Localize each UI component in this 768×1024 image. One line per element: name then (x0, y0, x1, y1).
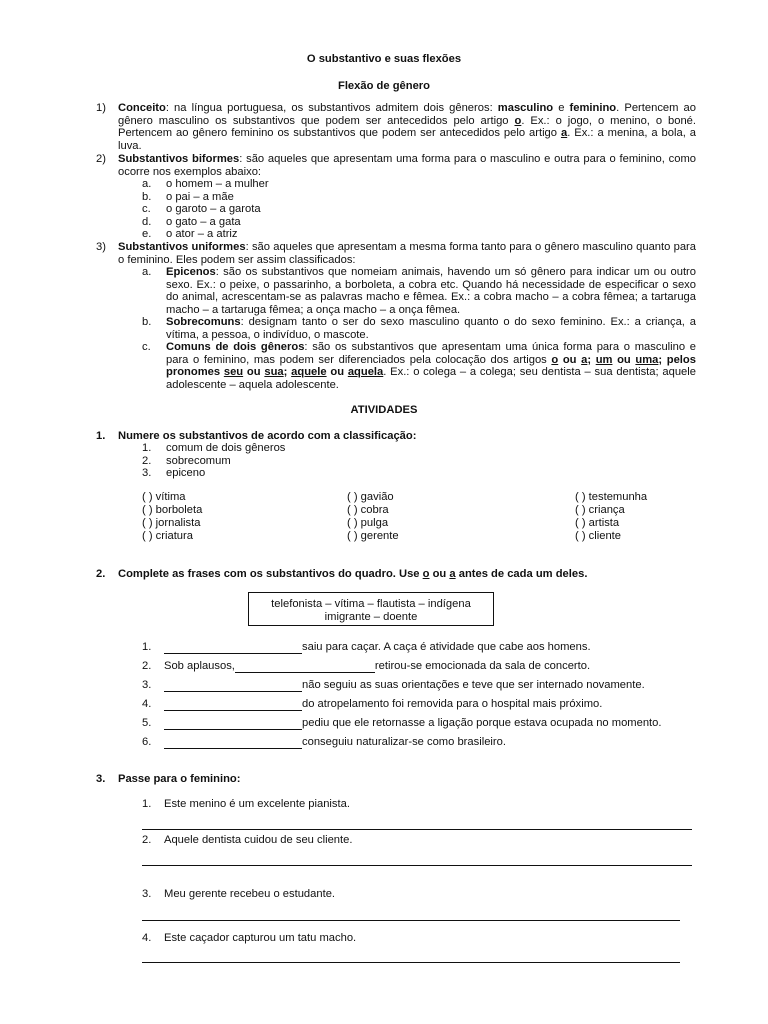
blank-input[interactable] (164, 718, 302, 730)
word-box-line: imigrante – doente (324, 610, 418, 623)
list-item: a. o homem – a mulher (142, 178, 269, 190)
item-number: 3) (96, 241, 106, 253)
check-item[interactable]: ( ) testemunha (575, 491, 648, 503)
number-list (142, 442, 442, 480)
blank-input[interactable] (164, 680, 302, 692)
check-item[interactable]: ( ) criatura (142, 530, 193, 542)
check-item[interactable]: ( ) artista (575, 517, 620, 529)
uniform-text: Substantivos uniformes: são aqueles que apresentam a mesma forma tanto para o gênero masculino quanto para o feminino. Eles podem ser assim classificados: (118, 241, 696, 266)
list-item: 1. comum de dois gêneros (142, 442, 286, 454)
concept-item (96, 102, 696, 152)
answer-line[interactable] (142, 865, 692, 866)
page-title: O substantivo e suas flexões (306, 53, 462, 65)
list-item-epicenos: a. Epicenos: são os substantivos que nomeiam animais, havendo um só gênero para indicar um ou outro sexo. Ex.: o peixe, o passarinho, a borboleta, a cobra etc. Quando há necessidade de especificar o sexo do animal, acrescentam-se as palavras macho e fêmea. Ex.: a cobra macho – a cobra fêmea; a tartaruga macho – a tartaruga fêmea; a onça macho – a onça fêmea. (142, 266, 696, 316)
subtype-list (142, 266, 696, 391)
check-item[interactable]: ( ) vítima (142, 491, 186, 503)
answer-line[interactable] (142, 829, 692, 830)
list-item: b. o pai – a mãe (142, 190, 234, 203)
list-item: d. o gato – a gata (142, 215, 241, 228)
sentence-row: 2. Sob aplausos, retirou-se emocionada da sala de concerto. (142, 660, 591, 672)
check-item[interactable]: ( ) cliente (575, 530, 622, 542)
list-item-sobrecomuns: b. Sobrecomuns: designam tanto o ser do sexo masculino quanto o do sexo feminino. Ex.: a criança, a vítima, a pessoa, o indivíduo, o mascote. (142, 316, 696, 341)
list-item: 2. sobrecomum (142, 454, 231, 467)
list-item: e. o ator – a atriz (142, 228, 238, 240)
activities-heading: ATIVIDADES (350, 404, 418, 416)
biform-text: Substantivos biformes: são aqueles que apresentam uma forma para o masculino e outra para o feminino, como ocorre nos exemplos abaixo: (118, 153, 696, 178)
list-item: c. o garoto – a garota (142, 203, 261, 215)
list-item-comuns: c. Comuns de dois gêneros: são os substantivos que apresentam uma única forma para o masculino e para o feminino, mas podem ser diferenciados pela colocação dos artigos o ou a; um ou uma; pelos pronomes seu ou sua; aquele ou aquela. Ex.: o colega – a colega; seu dentista – sua dentista; aquele adolescente – aquela adolescente. (142, 341, 696, 391)
item-number: 2) (96, 153, 106, 165)
question-text: Passe para o feminino: (118, 773, 241, 785)
uniform-item (96, 241, 696, 266)
blank-input[interactable] (164, 699, 302, 711)
check-item[interactable]: ( ) borboleta (142, 504, 203, 516)
word-box (248, 592, 494, 626)
answer-line[interactable] (142, 962, 680, 963)
sentence-row: 6. conseguiu naturalizar-se como brasileiro. (142, 736, 506, 748)
item-number: 1) (96, 102, 106, 114)
list-item: 3. epiceno (142, 467, 206, 479)
blank-input[interactable] (235, 661, 375, 673)
sentence-row: 2. Aquele dentista cuidou de seu cliente. (142, 834, 353, 846)
word-box-line: telefonista – vítima – flautista – indígena (271, 598, 471, 610)
check-item[interactable]: ( ) gavião (347, 491, 394, 503)
sentence-row: 4. do atropelamento foi removida para o hospital mais próximo. (142, 698, 603, 710)
sentence-row: 5. pediu que ele retornasse a ligação porque estava ocupada no momento. (142, 717, 662, 729)
sentence-row: 1. saiu para caçar. A caça é atividade que cabe aos homens. (142, 641, 591, 653)
blank-input[interactable] (164, 642, 302, 654)
answer-line[interactable] (142, 920, 680, 921)
sentence-row: 3. Meu gerente recebeu o estudante. (142, 888, 336, 900)
check-item[interactable]: ( ) cobra (347, 504, 389, 516)
check-item[interactable]: ( ) jornalista (142, 517, 201, 529)
example-list (142, 178, 442, 241)
check-item[interactable]: ( ) criança (575, 504, 625, 516)
sentence-row: 3. não seguiu as suas orientações e teve que ser internado novamente. (142, 679, 645, 691)
concept-text: Conceito: na língua portuguesa, os substantivos admitem dois gêneros: masculino e feminino. Pertencem ao gênero masculino os substantivos que podem ser antecedidos pelo artigo o. Ex.: o jogo, o menino, o boné. Pertencem ao gênero feminino os substantivos que podem ser antecedidos pelo artigo a. Ex.: a menina, a bola, a luva. (118, 102, 696, 152)
sentence-row: 4. Este caçador capturou um tatu macho. (142, 932, 357, 944)
section-heading: Flexão de gênero (337, 80, 430, 92)
check-item[interactable]: ( ) pulga (347, 517, 389, 529)
question-text: Numere os substantivos de acordo com a classificação: (118, 430, 417, 442)
biform-item (96, 153, 696, 178)
blank-input[interactable] (164, 737, 302, 749)
sentence-row: 1. Este menino é um excelente pianista. (142, 798, 350, 810)
question-text: Complete as frases com os substantivos do quadro. Use o ou a antes de cada um deles. (118, 568, 588, 580)
check-item[interactable]: ( ) gerente (347, 530, 399, 542)
